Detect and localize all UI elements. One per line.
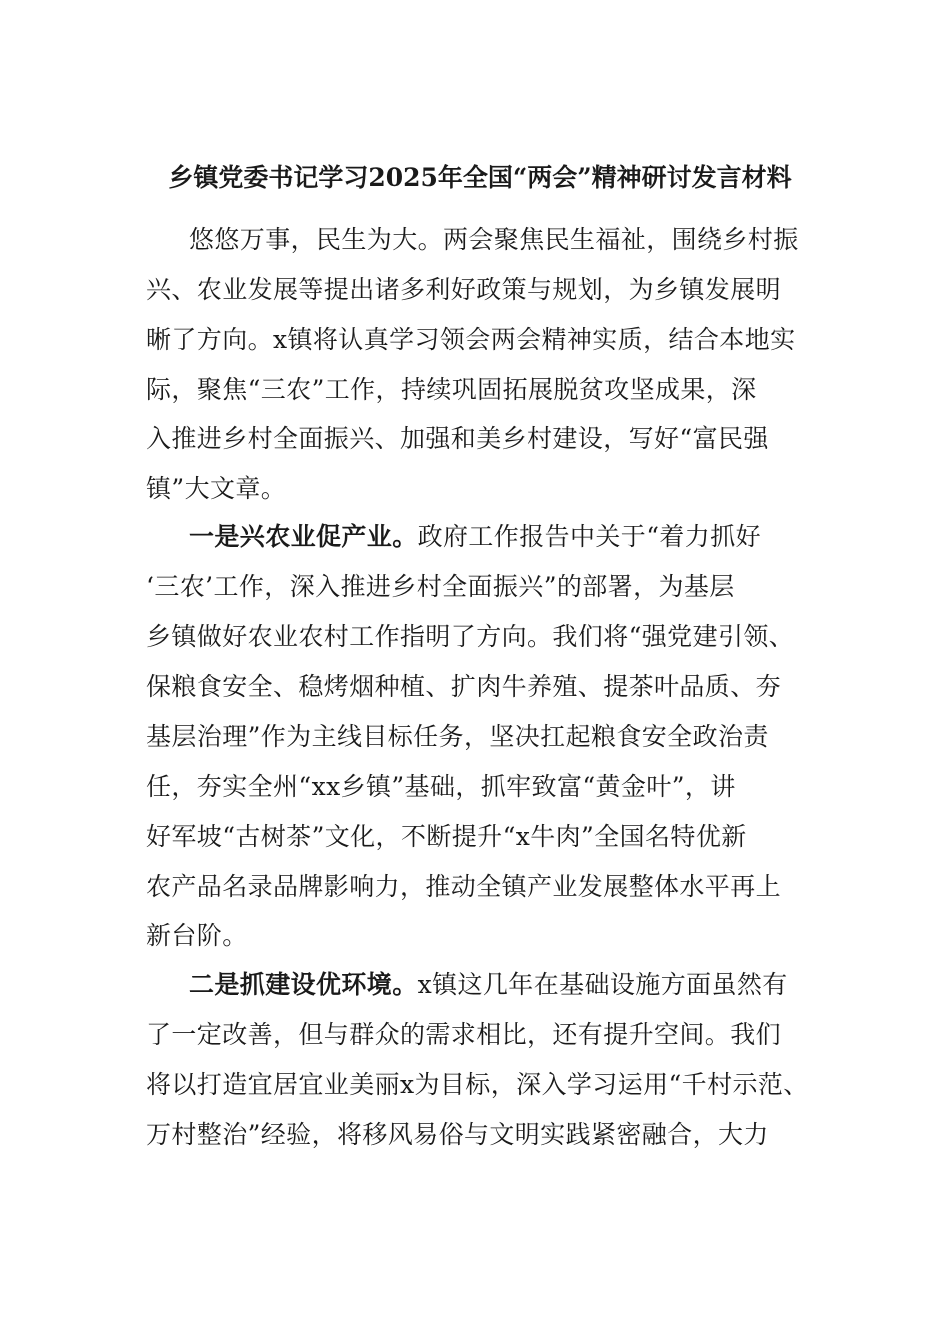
document-title: 乡镇党委书记学习2025年全国“两会”精神研讨发言材料	[168, 163, 792, 192]
paragraph-line: 悠悠万事，民生为大。两会聚焦民生福祉，围绕乡村振	[189, 225, 799, 254]
paragraph-line: 任，夯实全州“xx乡镇”基础，抓牢致富“黄金叶”，讲	[146, 772, 736, 801]
paragraph-line: ‘三农’工作，深入推进乡村全面振兴”的部署，为基层	[146, 572, 735, 601]
paragraph-line: 基层治理”作为主线目标任务，坚决扛起粮食安全政治责	[146, 722, 769, 751]
section-lead-heading: 一是兴农业促产业。	[189, 522, 418, 551]
paragraph-line	[189, 967, 788, 1003]
paragraph-line: 万村整治”经验，将移风易俗与文明实践紧密融合，大力	[146, 1120, 769, 1149]
paragraph-line: 农产品名录品牌影响力，推动全镇产业发展整体水平再上	[146, 872, 782, 901]
section-lead-rest: 政府工作报告中关于“着力抓好	[417, 522, 761, 551]
paragraph-line: 新台阶。	[146, 921, 248, 950]
paragraph-line: 乡镇做好农业农村工作指明了方向。我们将“强党建引领、	[146, 622, 795, 651]
paragraph-line: 入推进乡村全面振兴、加强和美乡村建设，写好“富民强	[146, 424, 769, 453]
paragraph-line	[189, 519, 761, 555]
paragraph-line: 保粮食安全、稳烤烟种植、扩肉牛养殖、提茶叶品质、夯	[146, 672, 782, 701]
paragraph-line: 际，聚焦“三农”工作，持续巩固拓展脱贫攻坚成果，深	[146, 375, 757, 404]
paragraph-line: 好军坡“古树茶”文化，不断提升“x牛肉”全国名特优新	[146, 822, 747, 851]
paragraph-line: 将以打造宜居宜业美丽x为目标，深入学习运用“千村示范、	[146, 1070, 809, 1099]
paragraph-line: 镇”大文章。	[146, 474, 287, 503]
paragraph-line: 兴、农业发展等提出诸多利好政策与规划，为乡镇发展明	[146, 275, 782, 304]
section-lead-rest: x镇这几年在基础设施方面虽然有	[417, 970, 788, 999]
paragraph-line: 了一定改善，但与群众的需求相比，还有提升空间。我们	[146, 1020, 782, 1049]
paragraph-line: 晰了方向。x镇将认真学习领会两会精神实质，结合本地实	[146, 325, 796, 354]
section-lead-heading: 二是抓建设优环境。	[189, 970, 418, 999]
